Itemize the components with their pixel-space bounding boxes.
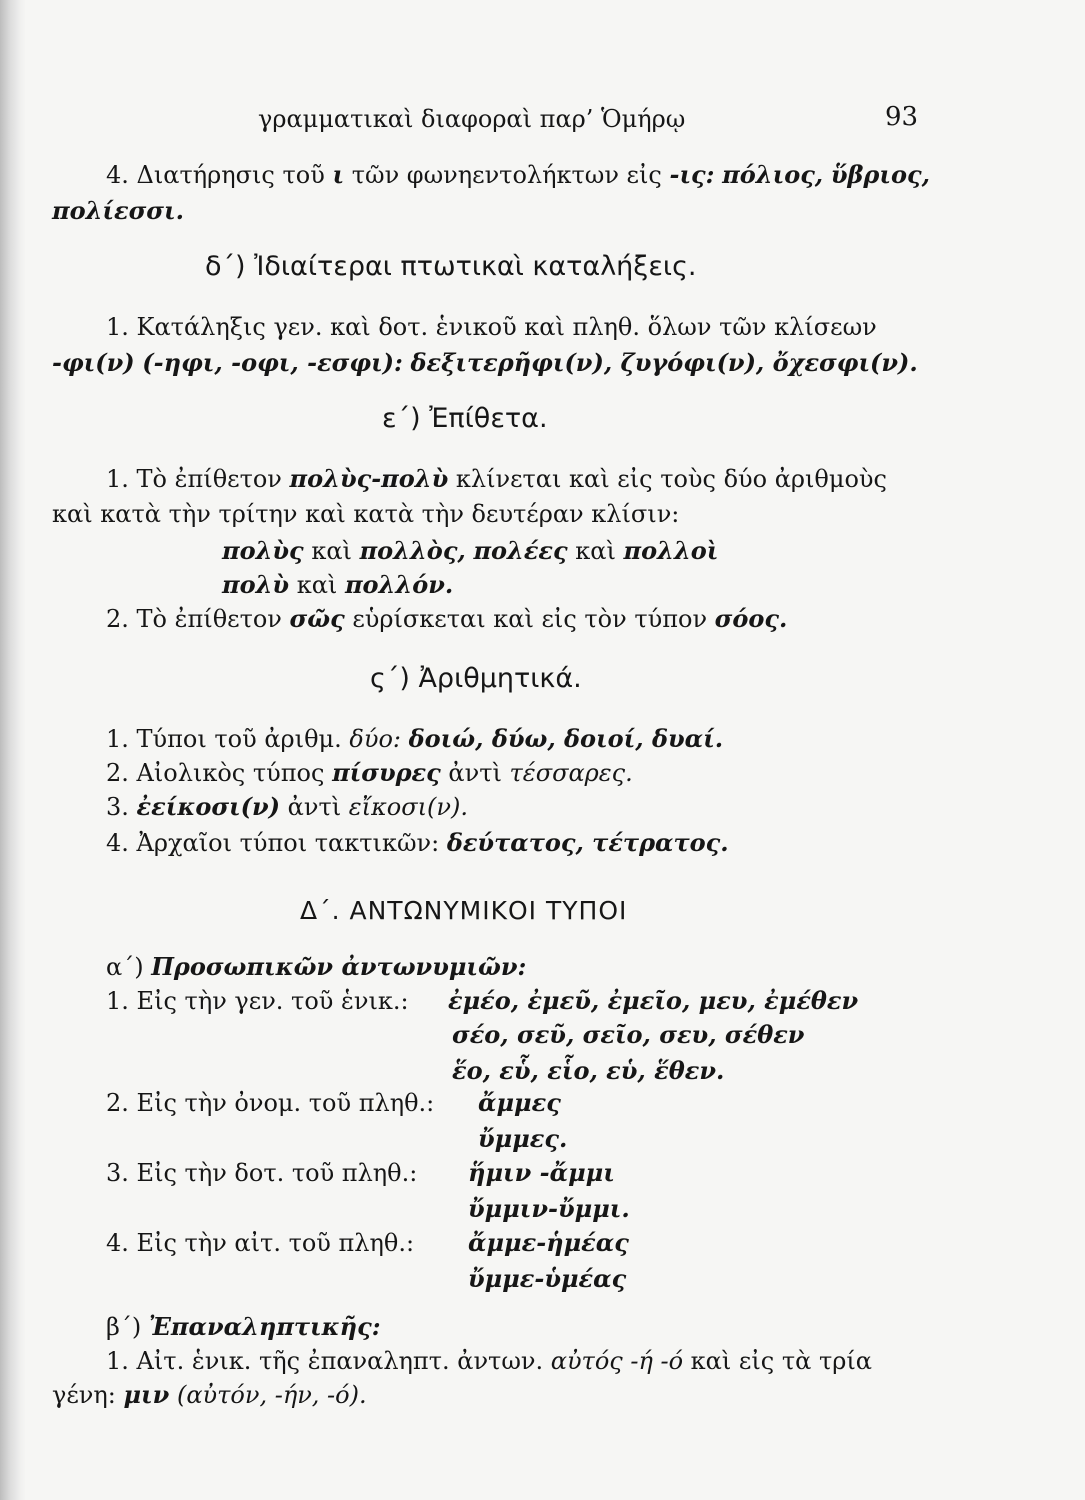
page-number: 93 <box>885 102 919 132</box>
stigma-item2: 2. Αἰολικὸς τύπος πίσυρες ἀντὶ τέσσαρες. <box>106 758 633 787</box>
running-header-title: γραμματικαὶ διαφοραὶ παρ’ Ὁμήρῳ <box>258 105 686 133</box>
alpha-item2-label: 2. Εἰς τὴν ὀνομ. τοῦ πληθ.: <box>106 1089 435 1117</box>
page-edge-shadow <box>0 0 26 1500</box>
beta-heading: β΄) Ἐπαναληπτικῆς: <box>106 1312 381 1341</box>
alpha-item3-row1: ἥμιν -ἄμμι <box>468 1158 615 1187</box>
stigma-item1: 1. Τύποι τοῦ ἀριθμ. δύο: δοιώ, δύω, δοιοί, δυαί. <box>106 724 724 753</box>
beta-item1-line1: 1. Αἰτ. ἑνικ. τῆς ἐπαναληπτ. ἀντων. αὐτός -ή -ό καὶ εἰς τὰ τρία <box>106 1347 872 1375</box>
epsilon-forms-line2: πολὺ καὶ πολλόν. <box>222 570 454 599</box>
alpha-item3-row2: ὔμμιν-ὔμμι. <box>468 1194 630 1223</box>
section-stigma-heading: ς΄) Ἀριθμητικά. <box>370 663 582 694</box>
delta-item1-line1: 1. Κατάληξις γεν. καὶ δοτ. ἑνικοῦ καὶ πληθ. ὅλων τῶν κλίσεων <box>106 313 877 341</box>
stigma-item3: 3. ἐείκοσι(ν) ἀντὶ εἴκοσι(ν). <box>106 792 468 821</box>
alpha-item1-row3: ἕο, εὗ, εἷο, εὑ, ἕθεν. <box>452 1056 725 1085</box>
section-epsilon-heading: ε΄) Ἐπίθετα. <box>382 403 548 434</box>
epsilon-forms-line1: πολὺς καὶ πολλὸς, πολέες καὶ πολλοὶ <box>222 536 719 565</box>
alpha-item4-label: 4. Εἰς τὴν αἰτ. τοῦ πληθ.: <box>106 1229 415 1257</box>
alpha-item1-row1: ἐμέο, ἐμεῦ, ἐμεῖο, μευ, ἐμέθεν <box>448 986 859 1015</box>
para-4-line1: 4. Διατήρησις τοῦ ι τῶν φωνηεντολήκτων εἰς -ις: πόλιος, ὕβριος, <box>106 160 930 189</box>
delta-item1-line2: -φι(ν) (-ηφι, -οφι, -εσφι): δεξιτερῆφι(ν), ζυγόφι(ν), ὄχεσφι(ν). <box>52 348 918 377</box>
alpha-item2-row2: ὔμμες. <box>478 1124 568 1153</box>
para-4-line2: πολίεσσι. <box>52 196 184 225</box>
beta-item1-line2: γένη: μιν (αὐτόν, -ήν, -ό). <box>52 1380 367 1409</box>
section-D-heading: Δ΄. ΑΝΤΩΝΥΜΙΚΟΙ ΤΥΠΟΙ <box>300 896 628 925</box>
alpha-item1-row2: σέο, σεῦ, σεῖο, σευ, σέθεν <box>452 1020 805 1049</box>
alpha-item2-row1: ἄμμες <box>478 1088 561 1117</box>
section-delta-heading: δ΄) Ἰδιαίτεραι πτωτικαὶ καταλήξεις. <box>205 251 697 282</box>
alpha-item3-label: 3. Εἰς τὴν δοτ. τοῦ πληθ.: <box>106 1159 418 1187</box>
epsilon-item1-line2: καὶ κατὰ τὴν τρίτην καὶ κατὰ τὴν δευτέραν κλίσιν: <box>52 500 680 528</box>
alpha-item4-row1: ἄμμε-ἡμέας <box>468 1228 629 1257</box>
epsilon-item2: 2. Τὸ ἐπίθετον σῶς εὑρίσκεται καὶ εἰς τὸν τύπον σόος. <box>106 604 788 633</box>
stigma-item4: 4. Ἀρχαῖοι τύποι τακτικῶν: δεύτατος, τέτρατος. <box>106 828 729 857</box>
alpha-heading: α΄) Προσωπικῶν ἀντωνυμιῶν: <box>106 952 527 981</box>
alpha-item1-label: 1. Εἰς τὴν γεν. τοῦ ἑνικ.: <box>106 987 409 1015</box>
alpha-item4-row2: ὔμμε-ὑμέας <box>468 1264 627 1293</box>
epsilon-item1-line1: 1. Τὸ ἐπίθετον πολὺς-πολὺ κλίνεται καὶ εἰς τοὺς δύο ἀριθμοὺς <box>106 464 887 493</box>
